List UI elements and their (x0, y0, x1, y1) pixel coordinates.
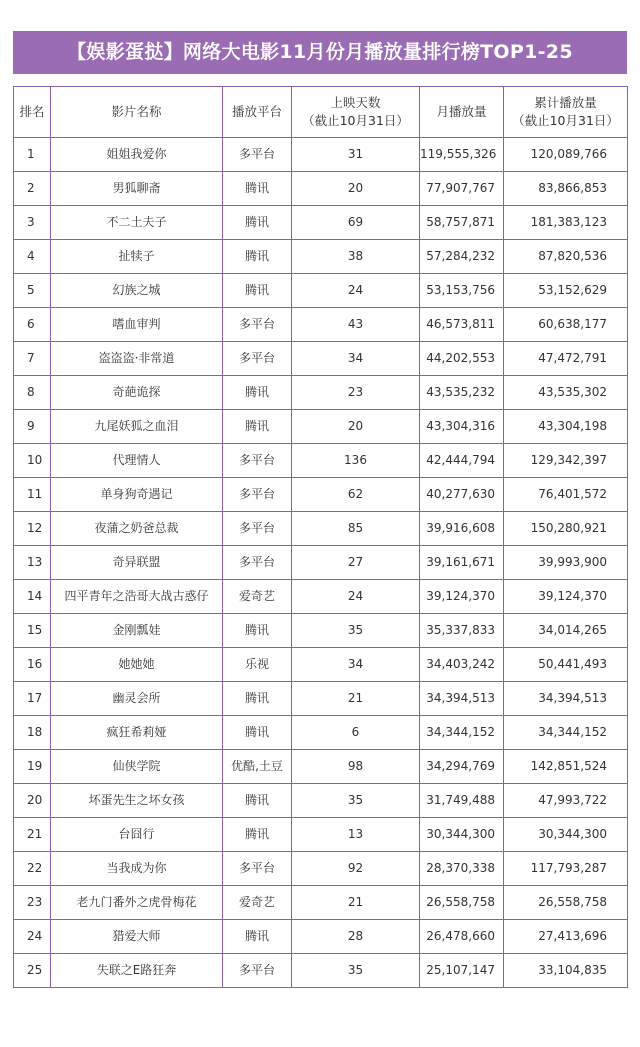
table-row (14, 648, 628, 682)
cell-monthly-plays: 34,403,242 (420, 648, 504, 682)
cell-monthly-plays: 39,916,608 (420, 512, 504, 546)
cell-film-name: 老九门番外之虎骨梅花 (51, 886, 223, 920)
column-header-platform: 播放平台 (223, 87, 292, 138)
cell-monthly-plays: 39,161,671 (420, 546, 504, 580)
table-row (14, 410, 628, 444)
cell-days: 35 (292, 614, 420, 648)
cell-total-plays: 53,152,629 (504, 274, 628, 308)
table-row (14, 954, 628, 988)
cell-days: 35 (292, 954, 420, 988)
cell-film-name: 夜蒲之奶爸总裁 (51, 512, 223, 546)
cell-total-plays: 43,304,198 (504, 410, 628, 444)
cell-days: 35 (292, 784, 420, 818)
cell-total-plays: 39,993,900 (504, 546, 628, 580)
cell-days: 21 (292, 682, 420, 716)
cell-days: 27 (292, 546, 420, 580)
cell-total-plays: 50,441,493 (504, 648, 628, 682)
column-header-monthly: 月播放量 (420, 87, 504, 138)
cell-rank: 12 (14, 512, 51, 546)
cell-rank: 24 (14, 920, 51, 954)
table-row (14, 308, 628, 342)
table-row (14, 444, 628, 478)
cell-days: 43 (292, 308, 420, 342)
cell-days: 13 (292, 818, 420, 852)
cell-film-name: 不二土夫子 (51, 206, 223, 240)
cell-film-name: 坏蛋先生之坏女孩 (51, 784, 223, 818)
cell-rank: 13 (14, 546, 51, 580)
cell-total-plays: 47,993,722 (504, 784, 628, 818)
cell-total-plays: 30,344,300 (504, 818, 628, 852)
cell-film-name: 她她她 (51, 648, 223, 682)
cell-monthly-plays: 28,370,338 (420, 852, 504, 886)
cell-platform: 多平台 (223, 342, 292, 376)
table-row (14, 784, 628, 818)
cell-platform: 腾讯 (223, 206, 292, 240)
column-header-days (292, 87, 420, 138)
cell-days: 34 (292, 648, 420, 682)
cell-rank: 9 (14, 410, 51, 444)
cell-total-plays: 43,535,302 (504, 376, 628, 410)
cell-monthly-plays: 35,337,833 (420, 614, 504, 648)
cell-days: 85 (292, 512, 420, 546)
cell-platform: 多平台 (223, 444, 292, 478)
cell-rank: 15 (14, 614, 51, 648)
cell-platform: 腾讯 (223, 376, 292, 410)
cell-film-name: 幽灵会所 (51, 682, 223, 716)
cell-monthly-plays: 34,294,769 (420, 750, 504, 784)
column-header-rank: 排名 (14, 87, 51, 138)
cell-rank: 2 (14, 172, 51, 206)
cell-film-name: 单身狗奇遇记 (51, 478, 223, 512)
cell-film-name: 失联之E路狂奔 (51, 954, 223, 988)
cell-rank: 22 (14, 852, 51, 886)
cell-rank: 19 (14, 750, 51, 784)
cell-total-plays: 87,820,536 (504, 240, 628, 274)
cell-days: 24 (292, 274, 420, 308)
cell-rank: 25 (14, 954, 51, 988)
cell-rank: 14 (14, 580, 51, 614)
table-row (14, 852, 628, 886)
cell-total-plays: 27,413,696 (504, 920, 628, 954)
cell-rank: 11 (14, 478, 51, 512)
cell-film-name: 奇异联盟 (51, 546, 223, 580)
cell-total-plays: 34,014,265 (504, 614, 628, 648)
cell-platform: 多平台 (223, 852, 292, 886)
cell-film-name: 疯狂希莉娅 (51, 716, 223, 750)
cell-days: 98 (292, 750, 420, 784)
cell-film-name: 台囧行 (51, 818, 223, 852)
cell-total-plays: 39,124,370 (504, 580, 628, 614)
cell-film-name: 姐姐我爱你 (51, 138, 223, 172)
cell-film-name: 金刚瓢娃 (51, 614, 223, 648)
cell-film-name: 奇葩诡探 (51, 376, 223, 410)
column-header-total-line2: （截止10月31日） (512, 113, 619, 128)
cell-rank: 5 (14, 274, 51, 308)
cell-days: 62 (292, 478, 420, 512)
cell-rank: 23 (14, 886, 51, 920)
cell-days: 38 (292, 240, 420, 274)
cell-days: 69 (292, 206, 420, 240)
cell-platform: 爱奇艺 (223, 886, 292, 920)
cell-days: 34 (292, 342, 420, 376)
table-header-row (14, 87, 628, 138)
cell-monthly-plays: 26,478,660 (420, 920, 504, 954)
cell-film-name: 扯犊子 (51, 240, 223, 274)
cell-days: 92 (292, 852, 420, 886)
column-header-total (504, 87, 628, 138)
cell-monthly-plays: 34,394,513 (420, 682, 504, 716)
table-row (14, 614, 628, 648)
cell-film-name: 盗盗盗·非常道 (51, 342, 223, 376)
cell-days: 24 (292, 580, 420, 614)
cell-days: 28 (292, 920, 420, 954)
cell-rank: 4 (14, 240, 51, 274)
cell-platform: 多平台 (223, 512, 292, 546)
table-row (14, 750, 628, 784)
cell-platform: 爱奇艺 (223, 580, 292, 614)
ranking-table (13, 86, 628, 988)
cell-days: 6 (292, 716, 420, 750)
cell-film-name: 幻族之城 (51, 274, 223, 308)
table-row (14, 920, 628, 954)
cell-total-plays: 34,344,152 (504, 716, 628, 750)
cell-platform: 腾讯 (223, 240, 292, 274)
table-row (14, 376, 628, 410)
table-row (14, 682, 628, 716)
cell-rank: 6 (14, 308, 51, 342)
cell-rank: 7 (14, 342, 51, 376)
cell-platform: 优酷,土豆 (223, 750, 292, 784)
table-row (14, 478, 628, 512)
cell-rank: 20 (14, 784, 51, 818)
table-row (14, 818, 628, 852)
cell-platform: 腾讯 (223, 716, 292, 750)
column-header-days-line1: 上映天数 (330, 95, 381, 110)
cell-film-name: 猎爱大师 (51, 920, 223, 954)
cell-total-plays: 76,401,572 (504, 478, 628, 512)
cell-total-plays: 34,394,513 (504, 682, 628, 716)
cell-monthly-plays: 119,555,326 (420, 138, 504, 172)
column-header-days-line2: （截止10月31日） (302, 113, 409, 128)
cell-rank: 10 (14, 444, 51, 478)
cell-rank: 16 (14, 648, 51, 682)
cell-rank: 17 (14, 682, 51, 716)
cell-total-plays: 26,558,758 (504, 886, 628, 920)
cell-monthly-plays: 40,277,630 (420, 478, 504, 512)
table-row (14, 512, 628, 546)
cell-days: 136 (292, 444, 420, 478)
table-row (14, 274, 628, 308)
column-header-total-line1: 累计播放量 (534, 95, 597, 110)
cell-rank: 18 (14, 716, 51, 750)
page-title: 【娱影蛋挞】网络大电影11月份月播放量排行榜TOP1-25 (13, 31, 627, 74)
cell-platform: 腾讯 (223, 274, 292, 308)
cell-days: 20 (292, 172, 420, 206)
cell-film-name: 男狐聊斋 (51, 172, 223, 206)
cell-platform: 腾讯 (223, 920, 292, 954)
cell-total-plays: 33,104,835 (504, 954, 628, 988)
cell-film-name: 代理情人 (51, 444, 223, 478)
cell-platform: 乐视 (223, 648, 292, 682)
table-row (14, 716, 628, 750)
cell-days: 21 (292, 886, 420, 920)
cell-monthly-plays: 34,344,152 (420, 716, 504, 750)
table-row (14, 240, 628, 274)
cell-film-name: 当我成为你 (51, 852, 223, 886)
cell-total-plays: 83,866,853 (504, 172, 628, 206)
cell-total-plays: 181,383,123 (504, 206, 628, 240)
cell-monthly-plays: 30,344,300 (420, 818, 504, 852)
cell-monthly-plays: 53,153,756 (420, 274, 504, 308)
cell-rank: 3 (14, 206, 51, 240)
cell-monthly-plays: 43,304,316 (420, 410, 504, 444)
cell-platform: 腾讯 (223, 784, 292, 818)
cell-platform: 多平台 (223, 308, 292, 342)
cell-platform: 腾讯 (223, 172, 292, 206)
cell-total-plays: 117,793,287 (504, 852, 628, 886)
cell-monthly-plays: 58,757,871 (420, 206, 504, 240)
table-row (14, 886, 628, 920)
cell-monthly-plays: 31,749,488 (420, 784, 504, 818)
cell-monthly-plays: 26,558,758 (420, 886, 504, 920)
cell-film-name: 四平青年之浩哥大战古惑仔 (51, 580, 223, 614)
cell-total-plays: 47,472,791 (504, 342, 628, 376)
table-row (14, 342, 628, 376)
table-row (14, 172, 628, 206)
cell-film-name: 仙侠学院 (51, 750, 223, 784)
cell-platform: 腾讯 (223, 818, 292, 852)
cell-monthly-plays: 77,907,767 (420, 172, 504, 206)
cell-total-plays: 142,851,524 (504, 750, 628, 784)
cell-platform: 腾讯 (223, 682, 292, 716)
column-header-name: 影片名称 (51, 87, 223, 138)
cell-platform: 腾讯 (223, 614, 292, 648)
cell-platform: 腾讯 (223, 410, 292, 444)
cell-monthly-plays: 43,535,232 (420, 376, 504, 410)
cell-monthly-plays: 46,573,811 (420, 308, 504, 342)
cell-days: 20 (292, 410, 420, 444)
cell-total-plays: 129,342,397 (504, 444, 628, 478)
cell-monthly-plays: 25,107,147 (420, 954, 504, 988)
cell-total-plays: 120,089,766 (504, 138, 628, 172)
cell-platform: 多平台 (223, 138, 292, 172)
table-row (14, 206, 628, 240)
cell-platform: 多平台 (223, 478, 292, 512)
table-row (14, 138, 628, 172)
cell-days: 31 (292, 138, 420, 172)
table-body (14, 138, 628, 988)
cell-days: 23 (292, 376, 420, 410)
cell-monthly-plays: 42,444,794 (420, 444, 504, 478)
cell-rank: 8 (14, 376, 51, 410)
cell-monthly-plays: 39,124,370 (420, 580, 504, 614)
cell-rank: 1 (14, 138, 51, 172)
cell-film-name: 九尾妖狐之血泪 (51, 410, 223, 444)
cell-film-name: 嗜血审判 (51, 308, 223, 342)
table-row (14, 546, 628, 580)
cell-monthly-plays: 44,202,553 (420, 342, 504, 376)
table-row (14, 580, 628, 614)
cell-monthly-plays: 57,284,232 (420, 240, 504, 274)
cell-total-plays: 60,638,177 (504, 308, 628, 342)
cell-rank: 21 (14, 818, 51, 852)
cell-total-plays: 150,280,921 (504, 512, 628, 546)
cell-platform: 多平台 (223, 954, 292, 988)
cell-platform: 多平台 (223, 546, 292, 580)
